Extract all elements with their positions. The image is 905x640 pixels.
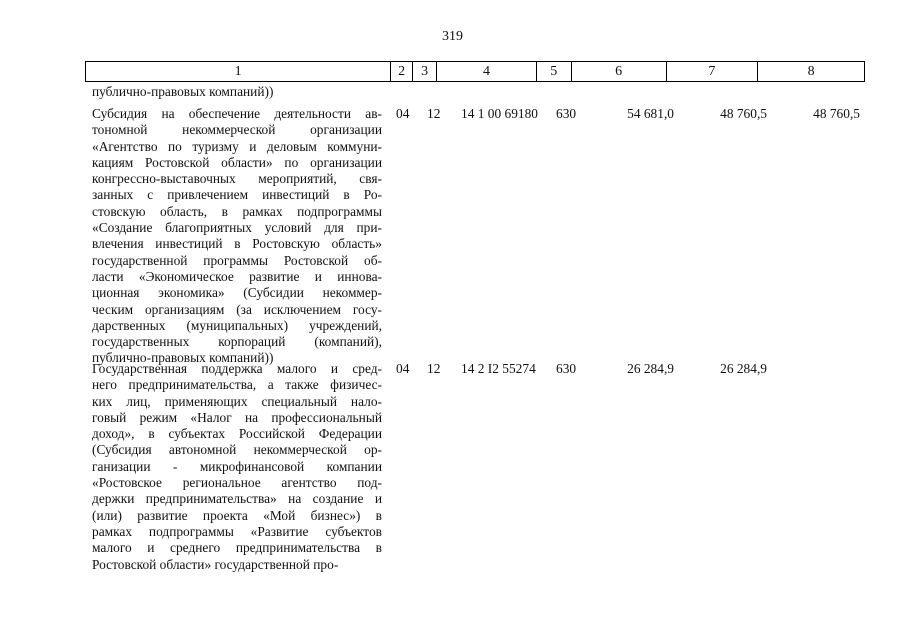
column-header-2: 2 bbox=[390, 62, 412, 81]
description-line: доход», в субъектах Российской Федерации bbox=[92, 426, 382, 442]
description-line: ласти «Экономическое развитие и иннова- bbox=[92, 268, 382, 284]
description-line: «Агентство по туризму и деловым коммуни- bbox=[92, 138, 382, 154]
description-line: тономной некоммерческой организации bbox=[92, 122, 382, 138]
description-line: него предпринимательства, а также физичес- bbox=[92, 377, 382, 393]
description-line: кациям Ростовской области» по организации bbox=[92, 154, 382, 170]
cell-amount-col6: 26 284,9 bbox=[627, 361, 674, 376]
column-header-1: 1 bbox=[234, 64, 242, 79]
cell-amount-col6: 54 681,0 bbox=[627, 106, 674, 121]
description-line: государственных корпораций (компаний), bbox=[92, 334, 382, 350]
column-header-4: 4 bbox=[436, 62, 536, 81]
cell-subsection: 12 bbox=[427, 361, 441, 376]
description-line: дарственных (муниципальных) учреждений, bbox=[92, 317, 382, 333]
page-number: 319 bbox=[442, 29, 463, 44]
column-header-6: 6 bbox=[571, 62, 666, 81]
cell-subsection: 12 bbox=[427, 106, 441, 121]
description-line: «Ростовское региональное агентство под- bbox=[92, 475, 382, 491]
description-line: ционная экономика» (Субсидии некоммер- bbox=[92, 285, 382, 301]
description-line: стовскую область, в рамках подпрограммы bbox=[92, 203, 382, 219]
description-line: Государственная поддержка малого и сред- bbox=[92, 361, 382, 376]
row-description bbox=[92, 106, 382, 367]
description-line: ких лиц, применяющих специальный нало- bbox=[92, 393, 382, 409]
description-line: «Создание благоприятных условий для при- bbox=[92, 220, 382, 236]
description-line: ческим организациям (за исключением госу- bbox=[92, 301, 382, 317]
row-description bbox=[92, 361, 382, 573]
cell-target-article: 14 1 00 69180 bbox=[461, 106, 538, 121]
description-line: Ростовской области» государственной про- bbox=[92, 556, 339, 572]
cell-expense-type: 630 bbox=[556, 106, 577, 121]
cell-section: 04 bbox=[396, 361, 410, 376]
column-header-5: 5 bbox=[536, 62, 571, 81]
cell-target-article: 14 2 I2 55274 bbox=[461, 361, 536, 376]
description-line: занных с привлечением инвестиций в Ро- bbox=[92, 187, 382, 203]
description-line: (или) развитие проекта «Мой бизнес») в bbox=[92, 507, 382, 523]
description-line: рамках подпрограммы «Развитие субъектов bbox=[92, 523, 382, 539]
column-header-7: 7 bbox=[666, 62, 758, 81]
continuation-text: публично-правовых компаний)) bbox=[92, 84, 274, 99]
cell-section: 04 bbox=[396, 106, 410, 121]
cell-amount-col8: 48 760,5 bbox=[813, 106, 860, 121]
description-line: Субсидия на обеспечение деятельности ав- bbox=[92, 106, 382, 121]
description-line: влечения инвестиций в Ростовскую область» bbox=[92, 236, 382, 252]
table-header bbox=[85, 61, 865, 82]
description-line: (Субсидия автономной некоммерческой ор- bbox=[92, 442, 382, 458]
description-line: конгрессно-выставочных мероприятий, свя- bbox=[92, 171, 382, 187]
column-header-3: 3 bbox=[412, 62, 436, 81]
description-line: государственной программы Ростовской об- bbox=[92, 252, 382, 268]
description-line: держки предпринимательства» на создание и bbox=[92, 491, 382, 507]
column-header-8: 8 bbox=[757, 62, 864, 81]
description-line: малого и среднего предпринимательства в bbox=[92, 540, 382, 556]
description-line: говый режим «Налог на профессиональный bbox=[92, 409, 382, 425]
cell-expense-type: 630 bbox=[556, 361, 577, 376]
description-line: публично-правовых компаний)) bbox=[92, 350, 274, 366]
description-line: ганизации - микрофинансовой компании bbox=[92, 458, 382, 474]
cell-amount-col7: 26 284,9 bbox=[720, 361, 767, 376]
cell-amount-col7: 48 760,5 bbox=[720, 106, 767, 121]
